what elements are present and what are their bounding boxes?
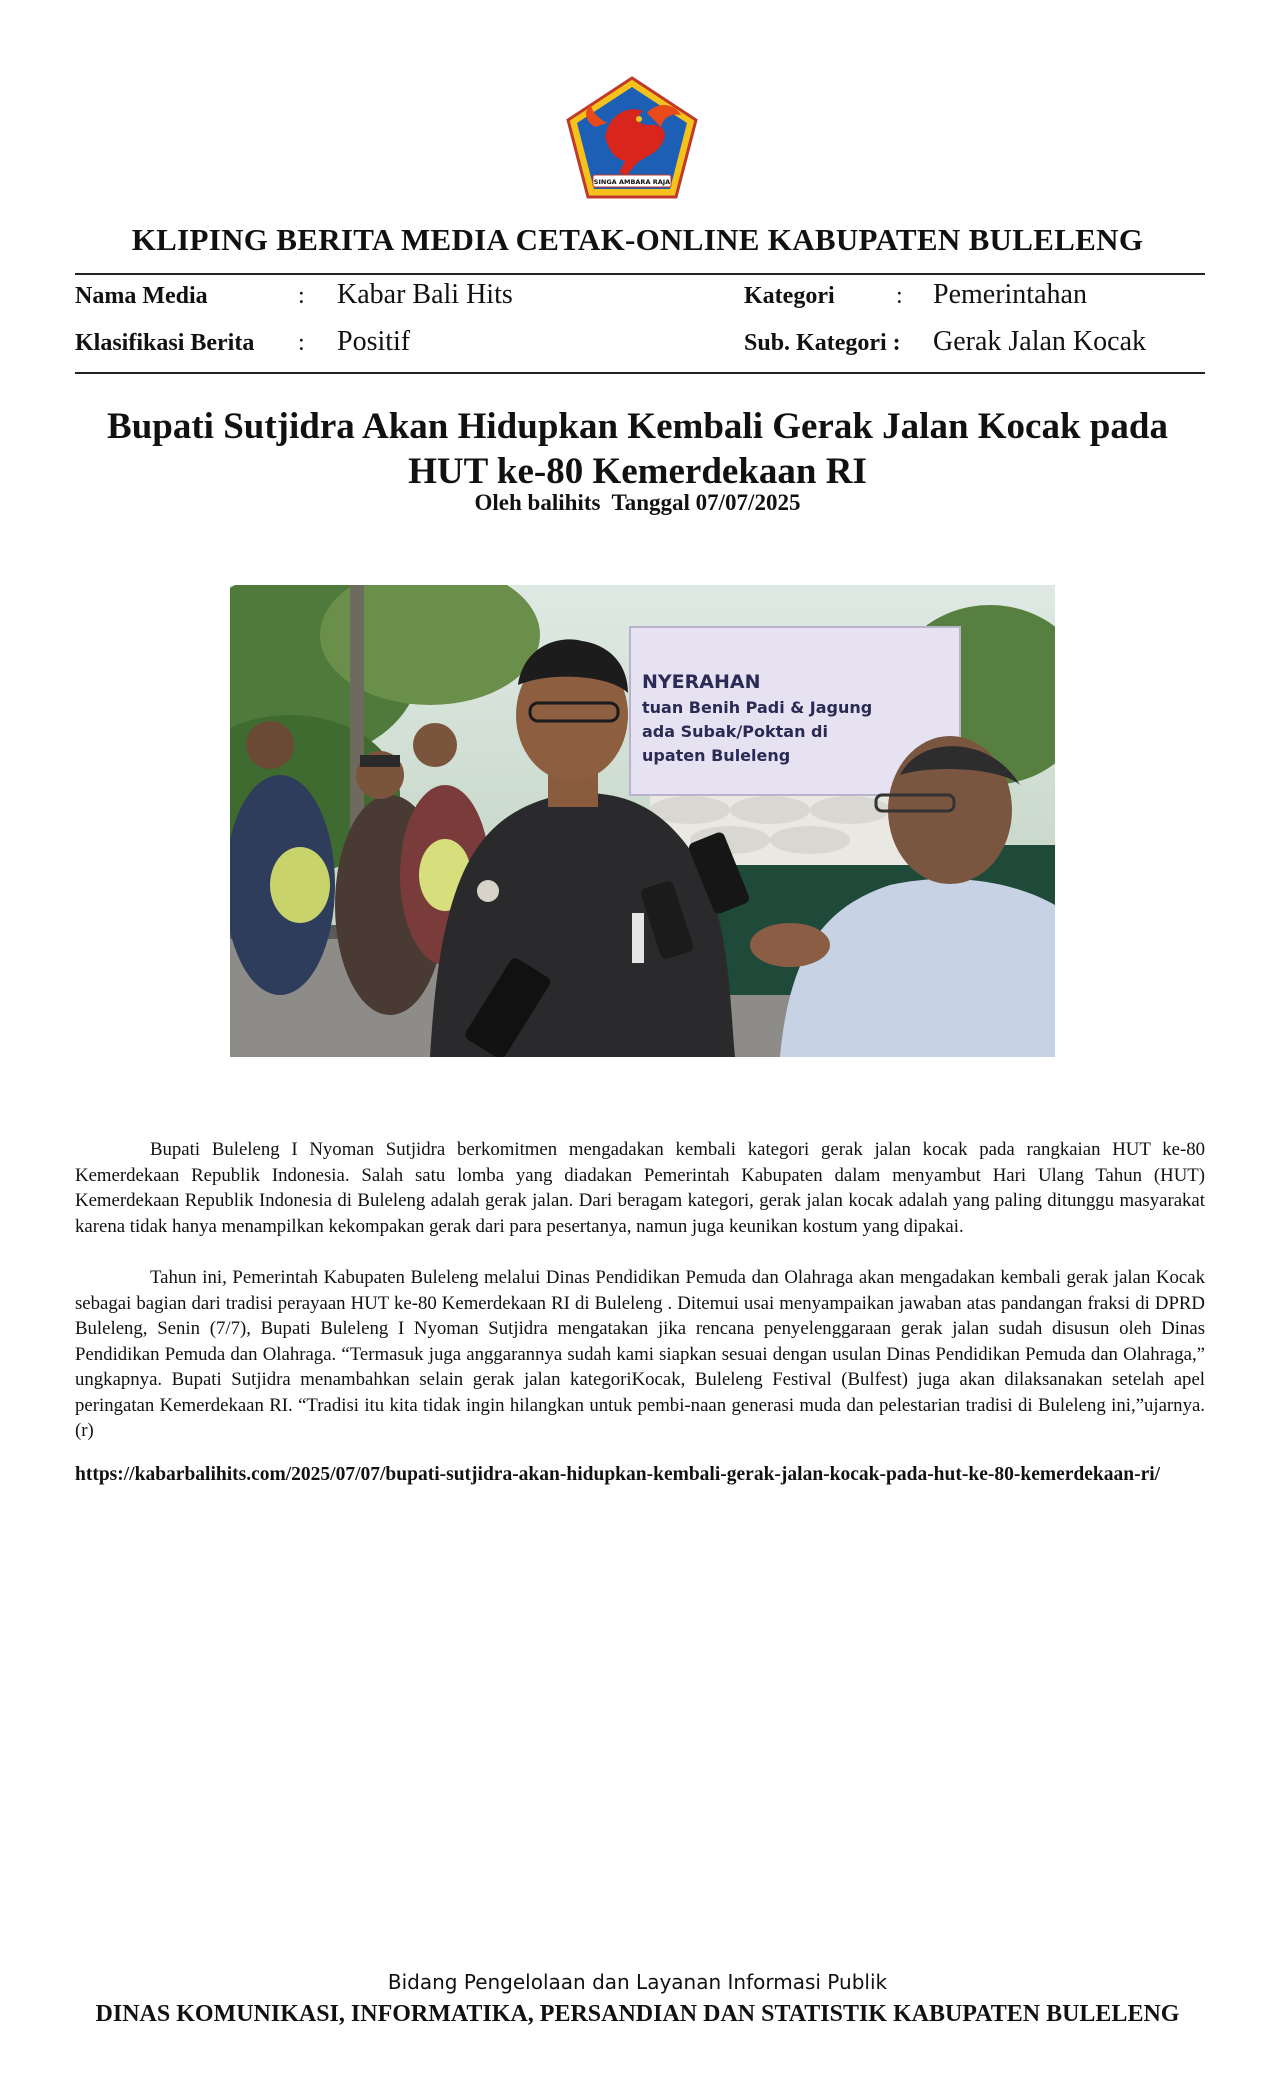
footer-agency: DINAS KOMUNIKASI, INFORMATIKA, PERSANDIAN DAN STATISTIK KABUPATEN BULELENG — [95, 2001, 1180, 2027]
nama-media-separator: : — [298, 283, 305, 309]
kategori-value: Pemerintahan — [933, 279, 1087, 310]
kategori-label: Kategori — [744, 283, 835, 309]
article-title: Bupati Sutjidra Akan Hidupkan Kembali Gerak Jalan Kocak pada HUT ke-80 Kemerdekaan RI — [107, 406, 1168, 492]
press-interview-photo — [230, 585, 1055, 1057]
article-byline: Oleh balihits Tanggal 07/07/2025 — [474, 490, 801, 515]
sub-kategori-value: Gerak Jalan Kocak — [933, 326, 1147, 357]
article-paragraph-1: Bupati Buleleng I Nyoman Sutjidra berkomitmen mengadakan kembali kategori gerak jalan kocak pada rangkaian HUT ke-80 Kemerdekaan Republik Indonesia. Salah satu lomba yang diadakan Pemerintah Kabupaten dalam menyambut Hari Ulang Tahun (HUT) Kemerdekaan Republik Indonesia di Buleleng adalah gerak jalan. Dari beragam kategori, gerak jalan kocak adalah yang paling ditunggu masyarakat karena tidak hanya menampilkan kekompakan gerak dari para pesertanya, namun juga keunikan kostum yang dipakai. — [75, 1139, 1205, 1237]
regency-logo — [565, 75, 700, 200]
article-paragraph-2: Tahun ini, Pemerintah Kabupaten Buleleng melalui Dinas Pendidikan Pemuda dan Olahraga akan mengadakan kembali gerak jalan Kocak sebagai bagian dari tradisi perayaan HUT ke-80 Kemerdekaan RI di Buleleng . Ditemui usai menyampaikan jawaban atas pandangan fraksi di DPRD Buleleng, Senin (7/7), Bupati Buleleng I Nyoman Sutjidra mengatakan jika rencana penyelenggaraan gerak jalan sudah disusun oleh Dinas Pendidikan Pemuda dan Olahraga. “Termasuk juga anggarannya sudah kami siapkan sesuai dengan usulan Dinas Pendidikan Pemuda dan Olahraga,” ungkapnya. Bupati Sutjidra menambahkan selain gerak jalan kategoriKocak, Buleleng Festival (Bulfest) juga akan dilaksanakan setelah apel peringatan Kemerdekaan RI. “Tradisi itu kita tidak ingin hilangkan untuk pembi-naan generasi muda dan pelestarian tradisi di Buleleng ini,”ujarnya.(r) — [75, 1267, 1205, 1441]
sub-kategori-label: Sub. Kategori : — [744, 330, 901, 356]
source-url: https://kabarbalihits.com/2025/07/07/bupati-sutjidra-akan-hidupkan-kembali-gerak-jalan-kocak-pada-hut-ke-80-kemerdekaan-ri/ — [75, 1464, 1161, 1485]
svg-text:NYERAHAN: NYERAHAN — [642, 671, 761, 693]
logo-motto — [593, 175, 671, 187]
klasifikasi-separator: : — [298, 330, 305, 356]
svg-text:ada Subak/Poktan di: ada Subak/Poktan di — [642, 722, 828, 741]
header-divider-top — [75, 273, 1205, 275]
svg-text:upaten Buleleng: upaten Buleleng — [642, 746, 791, 765]
svg-text:tuan Benih Padi & Jagung: tuan Benih Padi & Jagung — [642, 698, 873, 717]
header-divider-bottom — [75, 372, 1205, 374]
svg-text:SINGA AMBARA RAJA: SINGA AMBARA RAJA — [593, 178, 671, 186]
kategori-separator: : — [896, 283, 903, 309]
document-header-title: KLIPING BERITA MEDIA CETAK-ONLINE KABUPATEN BULELENG — [131, 222, 1144, 257]
klasifikasi-value: Positif — [337, 326, 411, 357]
footer-department: Bidang Pengelolaan dan Layanan Informasi Publik — [387, 1970, 888, 1994]
article-photo — [230, 585, 1055, 1057]
nama-media-value: Kabar Bali Hits — [337, 279, 513, 310]
nama-media-label: Nama Media — [75, 283, 208, 309]
klasifikasi-label: Klasifikasi Berita — [75, 330, 255, 356]
